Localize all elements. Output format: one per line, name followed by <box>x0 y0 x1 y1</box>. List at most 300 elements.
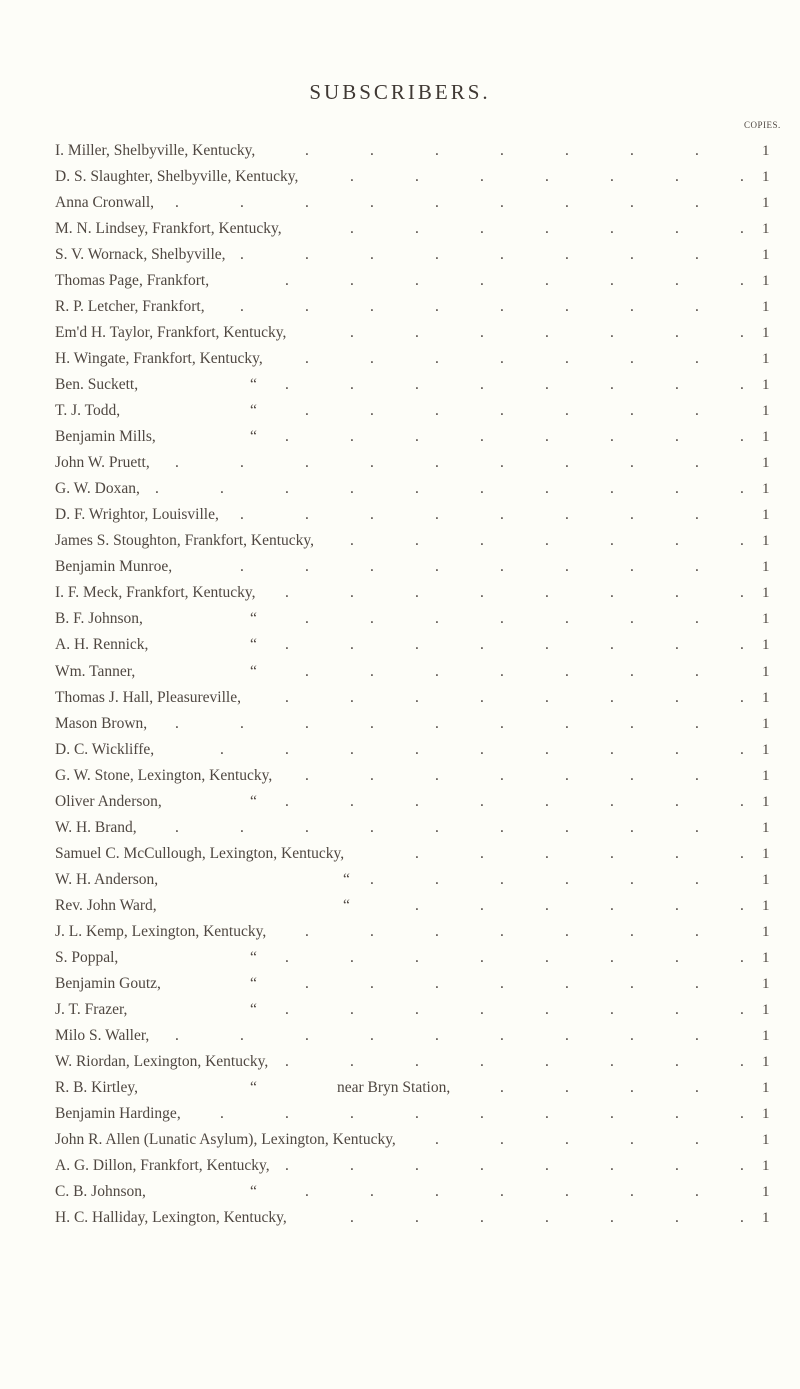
leader-dot: . <box>415 1104 419 1122</box>
copies-count: 1 <box>762 845 770 862</box>
leader-dot: . <box>480 376 484 394</box>
copies-count: 1 <box>762 767 770 784</box>
leader-dot: . <box>610 168 614 186</box>
leader-dot: . <box>285 740 289 758</box>
leader-dot: . <box>675 168 679 186</box>
leader-dot: . <box>350 1156 354 1174</box>
leader-dot: . <box>695 298 699 316</box>
leader-dot: . <box>480 584 484 602</box>
leader-dot: . <box>480 1156 484 1174</box>
subscriber-name: A. H. Rennick, <box>55 636 149 654</box>
subscriber-row <box>55 582 785 604</box>
subscriber-name: J. L. Kemp, Lexington, Kentucky, <box>55 922 267 940</box>
subscriber-name: H. C. Halliday, Lexington, Kentucky, <box>55 1209 287 1227</box>
leader-dot: . <box>500 714 504 732</box>
leader-dot: . <box>305 402 309 420</box>
leader-dot: . <box>545 1104 549 1122</box>
leader-dot: . <box>350 1209 354 1227</box>
leader-dot: . <box>175 1026 179 1044</box>
ditto-mark: “ <box>250 948 257 966</box>
copies-count: 1 <box>762 715 770 732</box>
leader-dot: . <box>630 558 634 576</box>
leader-dot: . <box>675 1209 679 1227</box>
leader-dot: . <box>415 636 419 654</box>
leader-dot: . <box>305 454 309 472</box>
subscriber-name: Mason Brown, <box>55 714 148 732</box>
copies-count: 1 <box>762 195 770 212</box>
leader-dot: . <box>610 584 614 602</box>
leader-dot: . <box>220 480 224 498</box>
leader-dot: . <box>305 558 309 576</box>
ditto-mark: “ <box>250 402 257 420</box>
leader-dot: . <box>480 1000 484 1018</box>
leader-dot: . <box>545 272 549 290</box>
leader-dot: . <box>630 766 634 784</box>
leader-dot: . <box>370 246 374 264</box>
leader-dot: . <box>740 844 744 862</box>
leader-dot: . <box>285 584 289 602</box>
leader-dot: . <box>500 766 504 784</box>
subscriber-row <box>55 296 785 318</box>
leader-dot: . <box>435 1130 439 1148</box>
subscriber-row <box>55 713 785 735</box>
subscriber-row <box>55 765 785 787</box>
subscriber-name: M. N. Lindsey, Frankfort, Kentucky, <box>55 220 282 238</box>
subscriber-row <box>55 687 785 709</box>
leader-dot: . <box>480 948 484 966</box>
leader-dot: . <box>565 1183 569 1200</box>
leader-dot: . <box>370 714 374 732</box>
leader-dot: . <box>415 1000 419 1018</box>
leader-dot: . <box>480 324 484 342</box>
leader-dot: . <box>305 610 309 628</box>
leader-dot: . <box>480 272 484 290</box>
leader-dot: . <box>675 896 679 914</box>
subscriber-name: Thomas J. Hall, Pleasureville, <box>55 688 241 706</box>
subscriber-row <box>55 869 785 891</box>
leader-dot: . <box>675 220 679 238</box>
leader-dot: . <box>675 1156 679 1174</box>
leader-dot: . <box>500 922 504 940</box>
leader-dot: . <box>350 220 354 238</box>
leader-dot: . <box>240 818 244 836</box>
copies-count: 1 <box>762 689 770 706</box>
leader-dot: . <box>610 428 614 446</box>
leader-dot: . <box>630 922 634 940</box>
subscriber-row <box>55 400 785 422</box>
subscriber-name: W. H. Anderson, <box>55 870 159 888</box>
ditto-mark: “ <box>250 610 257 628</box>
leader-dot: . <box>740 220 744 238</box>
leader-dot: . <box>415 584 419 602</box>
leader-dot: . <box>500 870 504 888</box>
leader-dot: . <box>415 428 419 446</box>
leader-dot: . <box>350 636 354 654</box>
leader-dot: . <box>545 324 549 342</box>
copies-column-header: COPIES. <box>744 120 781 130</box>
ditto-mark: “ <box>250 662 257 680</box>
copies-count: 1 <box>762 351 770 368</box>
leader-dot: . <box>285 688 289 706</box>
copies-count: 1 <box>762 793 770 810</box>
subscriber-row <box>55 322 785 344</box>
leader-dot: . <box>545 740 549 758</box>
leader-dot: . <box>675 1052 679 1070</box>
leader-dot: . <box>565 402 569 420</box>
leader-dot: . <box>305 922 309 940</box>
copies-count: 1 <box>762 273 770 290</box>
copies-count: 1 <box>762 871 770 888</box>
leader-dot: . <box>565 714 569 732</box>
leader-dot: . <box>305 350 309 368</box>
leader-dot: . <box>675 1104 679 1122</box>
leader-dot: . <box>415 220 419 238</box>
leader-dot: . <box>415 844 419 862</box>
subscriber-name: D. S. Slaughter, Shelbyville, Kentucky, <box>55 168 299 186</box>
leader-dot: . <box>305 194 309 212</box>
subscriber-row <box>55 817 785 839</box>
leader-dot: . <box>480 1052 484 1070</box>
leader-dot: . <box>500 1183 504 1200</box>
leader-dot: . <box>695 454 699 472</box>
copies-count: 1 <box>762 611 770 628</box>
copies-count: 1 <box>762 637 770 654</box>
leader-dot: . <box>500 454 504 472</box>
copies-count: 1 <box>762 559 770 576</box>
leader-dot: . <box>350 1104 354 1122</box>
leader-dot: . <box>695 714 699 732</box>
copies-count: 1 <box>762 1210 770 1227</box>
leader-dot: . <box>415 1156 419 1174</box>
leader-dot: . <box>305 974 309 992</box>
copies-count: 1 <box>762 247 770 264</box>
leader-dot: . <box>175 454 179 472</box>
leader-dot: . <box>630 506 634 524</box>
leader-dot: . <box>695 402 699 420</box>
leader-dot: . <box>630 1026 634 1044</box>
leader-dot: . <box>435 766 439 784</box>
leader-dot: . <box>305 142 309 159</box>
leader-dot: . <box>350 688 354 706</box>
leader-dot: . <box>240 506 244 524</box>
leader-dot: . <box>695 142 699 159</box>
leader-dot: . <box>565 558 569 576</box>
leader-dot: . <box>675 272 679 290</box>
subscriber-name: Samuel C. McCullough, Lexington, Kentucky, <box>55 844 345 862</box>
leader-dot: . <box>435 870 439 888</box>
leader-dot: . <box>740 740 744 758</box>
subscriber-row <box>55 218 785 240</box>
leader-dot: . <box>435 714 439 732</box>
subscriber-row <box>55 556 785 578</box>
copies-count: 1 <box>762 1027 770 1044</box>
leader-dot: . <box>500 818 504 836</box>
subscriber-row <box>55 739 785 761</box>
leader-dot: . <box>695 610 699 628</box>
leader-dot: . <box>565 662 569 680</box>
leader-dot: . <box>415 272 419 290</box>
subscriber-row <box>55 192 785 214</box>
leader-dot: . <box>695 818 699 836</box>
leader-dot: . <box>740 1000 744 1018</box>
leader-dot: . <box>545 844 549 862</box>
leader-dot: . <box>285 1104 289 1122</box>
copies-count: 1 <box>762 533 770 550</box>
leader-dot: . <box>740 1104 744 1122</box>
copies-count: 1 <box>762 923 770 940</box>
leader-dot: . <box>630 1130 634 1148</box>
leader-dot: . <box>545 532 549 550</box>
subscriber-name: A. G. Dillon, Frankfort, Kentucky, <box>55 1156 270 1174</box>
subscriber-row <box>55 478 785 500</box>
leader-dot: . <box>220 740 224 758</box>
leader-dot: . <box>435 1183 439 1200</box>
leader-dot: . <box>480 896 484 914</box>
leader-dot: . <box>610 636 614 654</box>
leader-dot: . <box>740 324 744 342</box>
leader-dot: . <box>610 844 614 862</box>
page-title: SUBSCRIBERS. <box>309 80 491 104</box>
leader-dot: . <box>435 142 439 159</box>
subscriber-name: John R. Allen (Lunatic Asylum), Lexington, Kentucky, <box>55 1130 396 1148</box>
leader-dot: . <box>370 662 374 680</box>
leader-dot: . <box>370 922 374 940</box>
leader-dot: . <box>675 480 679 498</box>
subscriber-row <box>55 921 785 943</box>
subscriber-name: D. F. Wrightor, Louisville, <box>55 506 219 524</box>
leader-dot: . <box>480 740 484 758</box>
leader-dot: . <box>565 350 569 368</box>
leader-dot: . <box>565 194 569 212</box>
subscriber-name: D. C. Wickliffe, <box>55 740 155 758</box>
leader-dot: . <box>545 1000 549 1018</box>
leader-dot: . <box>630 714 634 732</box>
leader-dot: . <box>435 558 439 576</box>
leader-dot: . <box>305 246 309 264</box>
leader-dot: . <box>415 948 419 966</box>
leader-dot: . <box>695 974 699 992</box>
copies-count: 1 <box>762 1001 770 1018</box>
copies-count: 1 <box>762 1079 770 1096</box>
copies-count: 1 <box>762 1157 770 1174</box>
leader-dot: . <box>565 298 569 316</box>
leader-dot: . <box>610 532 614 550</box>
leader-dot: . <box>695 506 699 524</box>
leader-dot: . <box>500 350 504 368</box>
subscriber-name: S. Poppal, <box>55 948 119 966</box>
leader-dot: . <box>285 272 289 290</box>
leader-dot: . <box>305 506 309 524</box>
leader-dot: . <box>370 506 374 524</box>
subscriber-name: T. J. Todd, <box>55 402 121 420</box>
subscriber-name: Wm. Tanner, <box>55 662 136 680</box>
leader-dot: . <box>350 324 354 342</box>
leader-dot: . <box>545 792 549 810</box>
leader-dot: . <box>500 1078 504 1096</box>
leader-dot: . <box>500 246 504 264</box>
copies-count: 1 <box>762 741 770 758</box>
leader-dot: . <box>545 1209 549 1227</box>
leader-dot: . <box>740 532 744 550</box>
leader-dot: . <box>630 1078 634 1096</box>
subscriber-row <box>55 426 785 448</box>
leader-dot: . <box>305 766 309 784</box>
ditto-mark: “ <box>250 636 257 654</box>
leader-dot: . <box>370 818 374 836</box>
leader-dot: . <box>370 142 374 159</box>
leader-dot: . <box>240 1026 244 1044</box>
leader-dot: . <box>565 454 569 472</box>
leader-dot: . <box>675 740 679 758</box>
leader-dot: . <box>350 792 354 810</box>
copies-count: 1 <box>762 1131 770 1148</box>
leader-dot: . <box>675 1000 679 1018</box>
leader-dot: . <box>240 454 244 472</box>
subscriber-row <box>55 452 785 474</box>
leader-dot: . <box>350 168 354 186</box>
leader-dot: . <box>500 506 504 524</box>
leader-dot: . <box>740 376 744 394</box>
subscriber-name: H. Wingate, Frankfort, Kentucky, <box>55 350 263 368</box>
leader-dot: . <box>610 1000 614 1018</box>
copies-count: 1 <box>762 377 770 394</box>
leader-dot: . <box>350 532 354 550</box>
leader-dot: . <box>480 428 484 446</box>
ditto-mark: “ <box>250 428 257 446</box>
copies-count: 1 <box>762 455 770 472</box>
leader-dot: . <box>435 922 439 940</box>
leader-dot: . <box>435 350 439 368</box>
subscriber-name: Benjamin Goutz, <box>55 974 161 992</box>
leader-dot: . <box>740 688 744 706</box>
subscriber-name: James S. Stoughton, Frankfort, Kentucky, <box>55 532 315 550</box>
leader-dot: . <box>610 740 614 758</box>
leader-dot: . <box>630 818 634 836</box>
leader-dot: . <box>240 558 244 576</box>
leader-dot: . <box>370 402 374 420</box>
leader-dot: . <box>545 688 549 706</box>
leader-dot: . <box>155 480 159 498</box>
subscriber-name: I. Miller, Shelbyville, Kentucky, <box>55 142 256 159</box>
leader-dot: . <box>565 766 569 784</box>
leader-dot: . <box>500 558 504 576</box>
leader-dot: . <box>740 636 744 654</box>
leader-dot: . <box>285 948 289 966</box>
leader-dot: . <box>370 870 374 888</box>
leader-dot: . <box>565 1078 569 1096</box>
leader-dot: . <box>285 1052 289 1070</box>
leader-dot: . <box>350 272 354 290</box>
ditto-mark: “ <box>250 376 257 394</box>
subscriber-name: Em'd H. Taylor, Frankfort, Kentucky, <box>55 324 287 342</box>
leader-dot: . <box>695 922 699 940</box>
subscriber-row <box>55 140 785 162</box>
leader-dot: . <box>415 792 419 810</box>
leader-dot: . <box>740 272 744 290</box>
leader-dot: . <box>305 1183 309 1200</box>
leader-dot: . <box>370 610 374 628</box>
leader-dot: . <box>415 324 419 342</box>
leader-dot: . <box>480 220 484 238</box>
leader-dot: . <box>695 766 699 784</box>
subscriber-row <box>55 270 785 292</box>
leader-dot: . <box>435 818 439 836</box>
leader-dot: . <box>610 376 614 394</box>
leader-dot: . <box>565 1026 569 1044</box>
subscriber-row <box>55 947 785 969</box>
subscriber-name: I. F. Meck, Frankfort, Kentucky, <box>55 584 256 602</box>
leader-dot: . <box>415 896 419 914</box>
leader-dot: . <box>695 662 699 680</box>
subscriber-name: Rev. John Ward, <box>55 896 157 914</box>
copies-count: 1 <box>762 949 770 966</box>
leader-dot: . <box>480 1104 484 1122</box>
location-note: near Bryn Station, <box>337 1078 451 1096</box>
subscriber-name: G. W. Doxan, <box>55 480 140 498</box>
copies-count: 1 <box>762 1053 770 1070</box>
subscriber-name: J. T. Frazer, <box>55 1000 128 1018</box>
leader-dot: . <box>610 324 614 342</box>
copies-count: 1 <box>762 663 770 680</box>
leader-dot: . <box>175 818 179 836</box>
subscriber-name: S. V. Wornack, Shelbyville, <box>55 246 226 264</box>
leader-dot: . <box>500 1130 504 1148</box>
leader-dot: . <box>415 532 419 550</box>
leader-dot: . <box>370 974 374 992</box>
leader-dot: . <box>740 896 744 914</box>
copies-count: 1 <box>762 481 770 498</box>
leader-dot: . <box>500 610 504 628</box>
subscriber-row <box>55 1025 785 1047</box>
leader-dot: . <box>740 428 744 446</box>
leader-dot: . <box>350 740 354 758</box>
leader-dot: . <box>480 792 484 810</box>
subscriber-row <box>55 634 785 656</box>
copies-count: 1 <box>762 325 770 342</box>
leader-dot: . <box>240 194 244 212</box>
subscriber-row <box>55 1155 785 1177</box>
subscriber-row <box>55 661 785 683</box>
leader-dot: . <box>220 1104 224 1122</box>
leader-dot: . <box>480 636 484 654</box>
copies-count: 1 <box>762 1184 770 1200</box>
subscriber-row <box>55 244 785 266</box>
copies-count: 1 <box>762 299 770 316</box>
leader-dot: . <box>630 350 634 368</box>
ditto-mark: “ <box>250 1078 257 1096</box>
leader-dot: . <box>435 454 439 472</box>
leader-dot: . <box>565 142 569 159</box>
leader-dot: . <box>740 584 744 602</box>
subscriber-name: Benjamin Mills, <box>55 428 156 446</box>
leader-dot: . <box>545 896 549 914</box>
ditto-mark: “ <box>250 1000 257 1018</box>
subscriber-name: John W. Pruett, <box>55 454 150 472</box>
copies-count: 1 <box>762 975 770 992</box>
leader-dot: . <box>350 948 354 966</box>
leader-dot: . <box>565 974 569 992</box>
leader-dot: . <box>175 194 179 212</box>
leader-dot: . <box>285 636 289 654</box>
ditto-mark: “ <box>343 896 350 914</box>
leader-dot: . <box>545 1052 549 1070</box>
leader-dot: . <box>285 1156 289 1174</box>
leader-dot: . <box>675 324 679 342</box>
leader-dot: . <box>480 1209 484 1227</box>
leader-dot: . <box>370 1026 374 1044</box>
leader-dot: . <box>545 636 549 654</box>
leader-dot: . <box>545 428 549 446</box>
